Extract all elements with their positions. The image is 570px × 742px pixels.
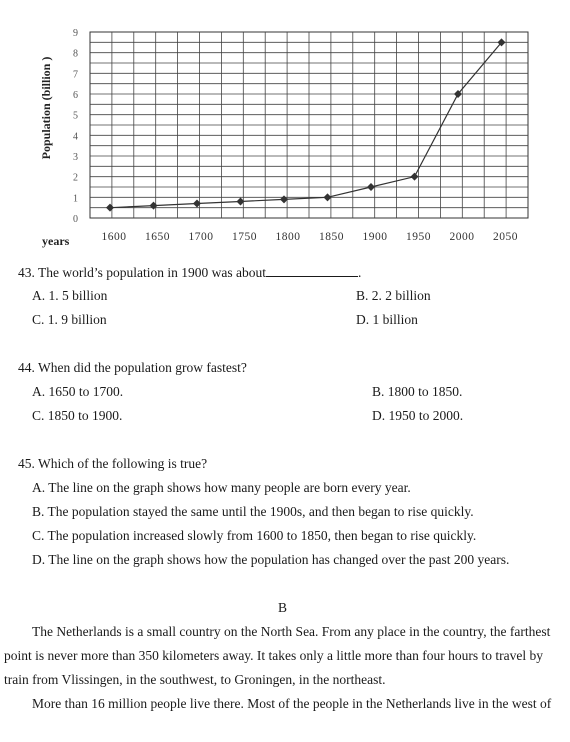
q44-option-d[interactable]: D. 1950 to 2000.	[372, 408, 464, 423]
passage-line-2: point is never more than 350 kilometers away. It takes only a little more than four hours to travel by	[4, 648, 543, 663]
x-tick-label: 1650	[145, 231, 170, 243]
x-axis-title: years	[42, 234, 70, 248]
question-43-text: 43. The world’s population in 1900 was about	[18, 265, 266, 280]
question-45: 45. Which of the following is true?	[18, 456, 208, 471]
q43-option-b[interactable]: B. 2. 2 billion	[356, 288, 431, 303]
data-point	[106, 204, 114, 212]
y-tick-label: 1	[73, 193, 78, 205]
y-tick-label: 3	[73, 152, 78, 163]
x-tick-label: 2050	[493, 231, 518, 243]
y-tick-label: 7	[73, 69, 78, 81]
x-tick-label: 1900	[362, 231, 388, 243]
x-tick-label: 1750	[232, 231, 257, 243]
q44-option-c[interactable]: C. 1850 to 1900.	[32, 408, 123, 423]
x-tick-label: 2000	[449, 231, 475, 243]
data-point	[411, 173, 419, 181]
y-tick-label: 6	[73, 90, 78, 101]
q44-option-a[interactable]: A. 1650 to 1700.	[32, 384, 124, 399]
question-43	[18, 264, 361, 281]
question-44: 44. When did the population grow fastest?	[18, 360, 247, 375]
data-point	[367, 183, 375, 191]
q45-option-d[interactable]: D. The line on the graph shows how the population has changed over the past 200 years.	[32, 552, 510, 567]
q43-option-c[interactable]: C. 1. 9 billion	[32, 312, 107, 327]
y-tick-label: 0	[73, 214, 78, 225]
population-chart	[0, 0, 570, 255]
section-b-heading: B	[278, 600, 288, 615]
passage-line-1: The Netherlands is a small country on the North Sea. From any place in the country, the farthest	[32, 624, 551, 639]
y-tick-label: 5	[73, 110, 78, 122]
passage-line-3: train from Vlissingen, in the southwest, to Groningen, in the northeast.	[4, 672, 386, 687]
y-axis-title: Population (billion )	[39, 56, 53, 160]
answer-blank	[266, 264, 358, 277]
q45-option-b[interactable]: B. The population stayed the same until the 1900s, and then began to rise quickly.	[32, 504, 474, 519]
y-tick-label: 8	[73, 48, 78, 60]
q43-option-d[interactable]: D. 1 billion	[356, 312, 418, 327]
x-tick-label: 1850	[319, 231, 344, 243]
x-tick-labels	[102, 231, 519, 243]
q45-option-c[interactable]: C. The population increased slowly from 1600 to 1850, then began to rise quickly.	[32, 528, 477, 543]
x-tick-label: 1600	[101, 231, 127, 243]
x-tick-label: 1800	[275, 231, 301, 243]
x-tick-label: 1950	[406, 231, 431, 243]
chart-grid	[90, 32, 528, 218]
x-tick-label: 1700	[188, 231, 214, 243]
y-tick-label: 4	[73, 131, 78, 143]
y-tick-labels	[73, 28, 78, 225]
question-43-end: .	[357, 265, 362, 280]
data-point	[324, 193, 332, 201]
q43-option-a[interactable]: A. 1. 5 billion	[32, 288, 108, 303]
q45-option-a[interactable]: A. The line on the graph shows how many people are born every year.	[32, 480, 411, 495]
y-tick-label: 9	[73, 28, 78, 39]
y-tick-label: 2	[73, 172, 78, 184]
q44-option-b[interactable]: B. 1800 to 1850.	[372, 384, 463, 399]
data-point	[150, 202, 158, 210]
passage-line-4: More than 16 million people live there. Most of the people in the Netherlands live in the west of	[32, 696, 552, 711]
